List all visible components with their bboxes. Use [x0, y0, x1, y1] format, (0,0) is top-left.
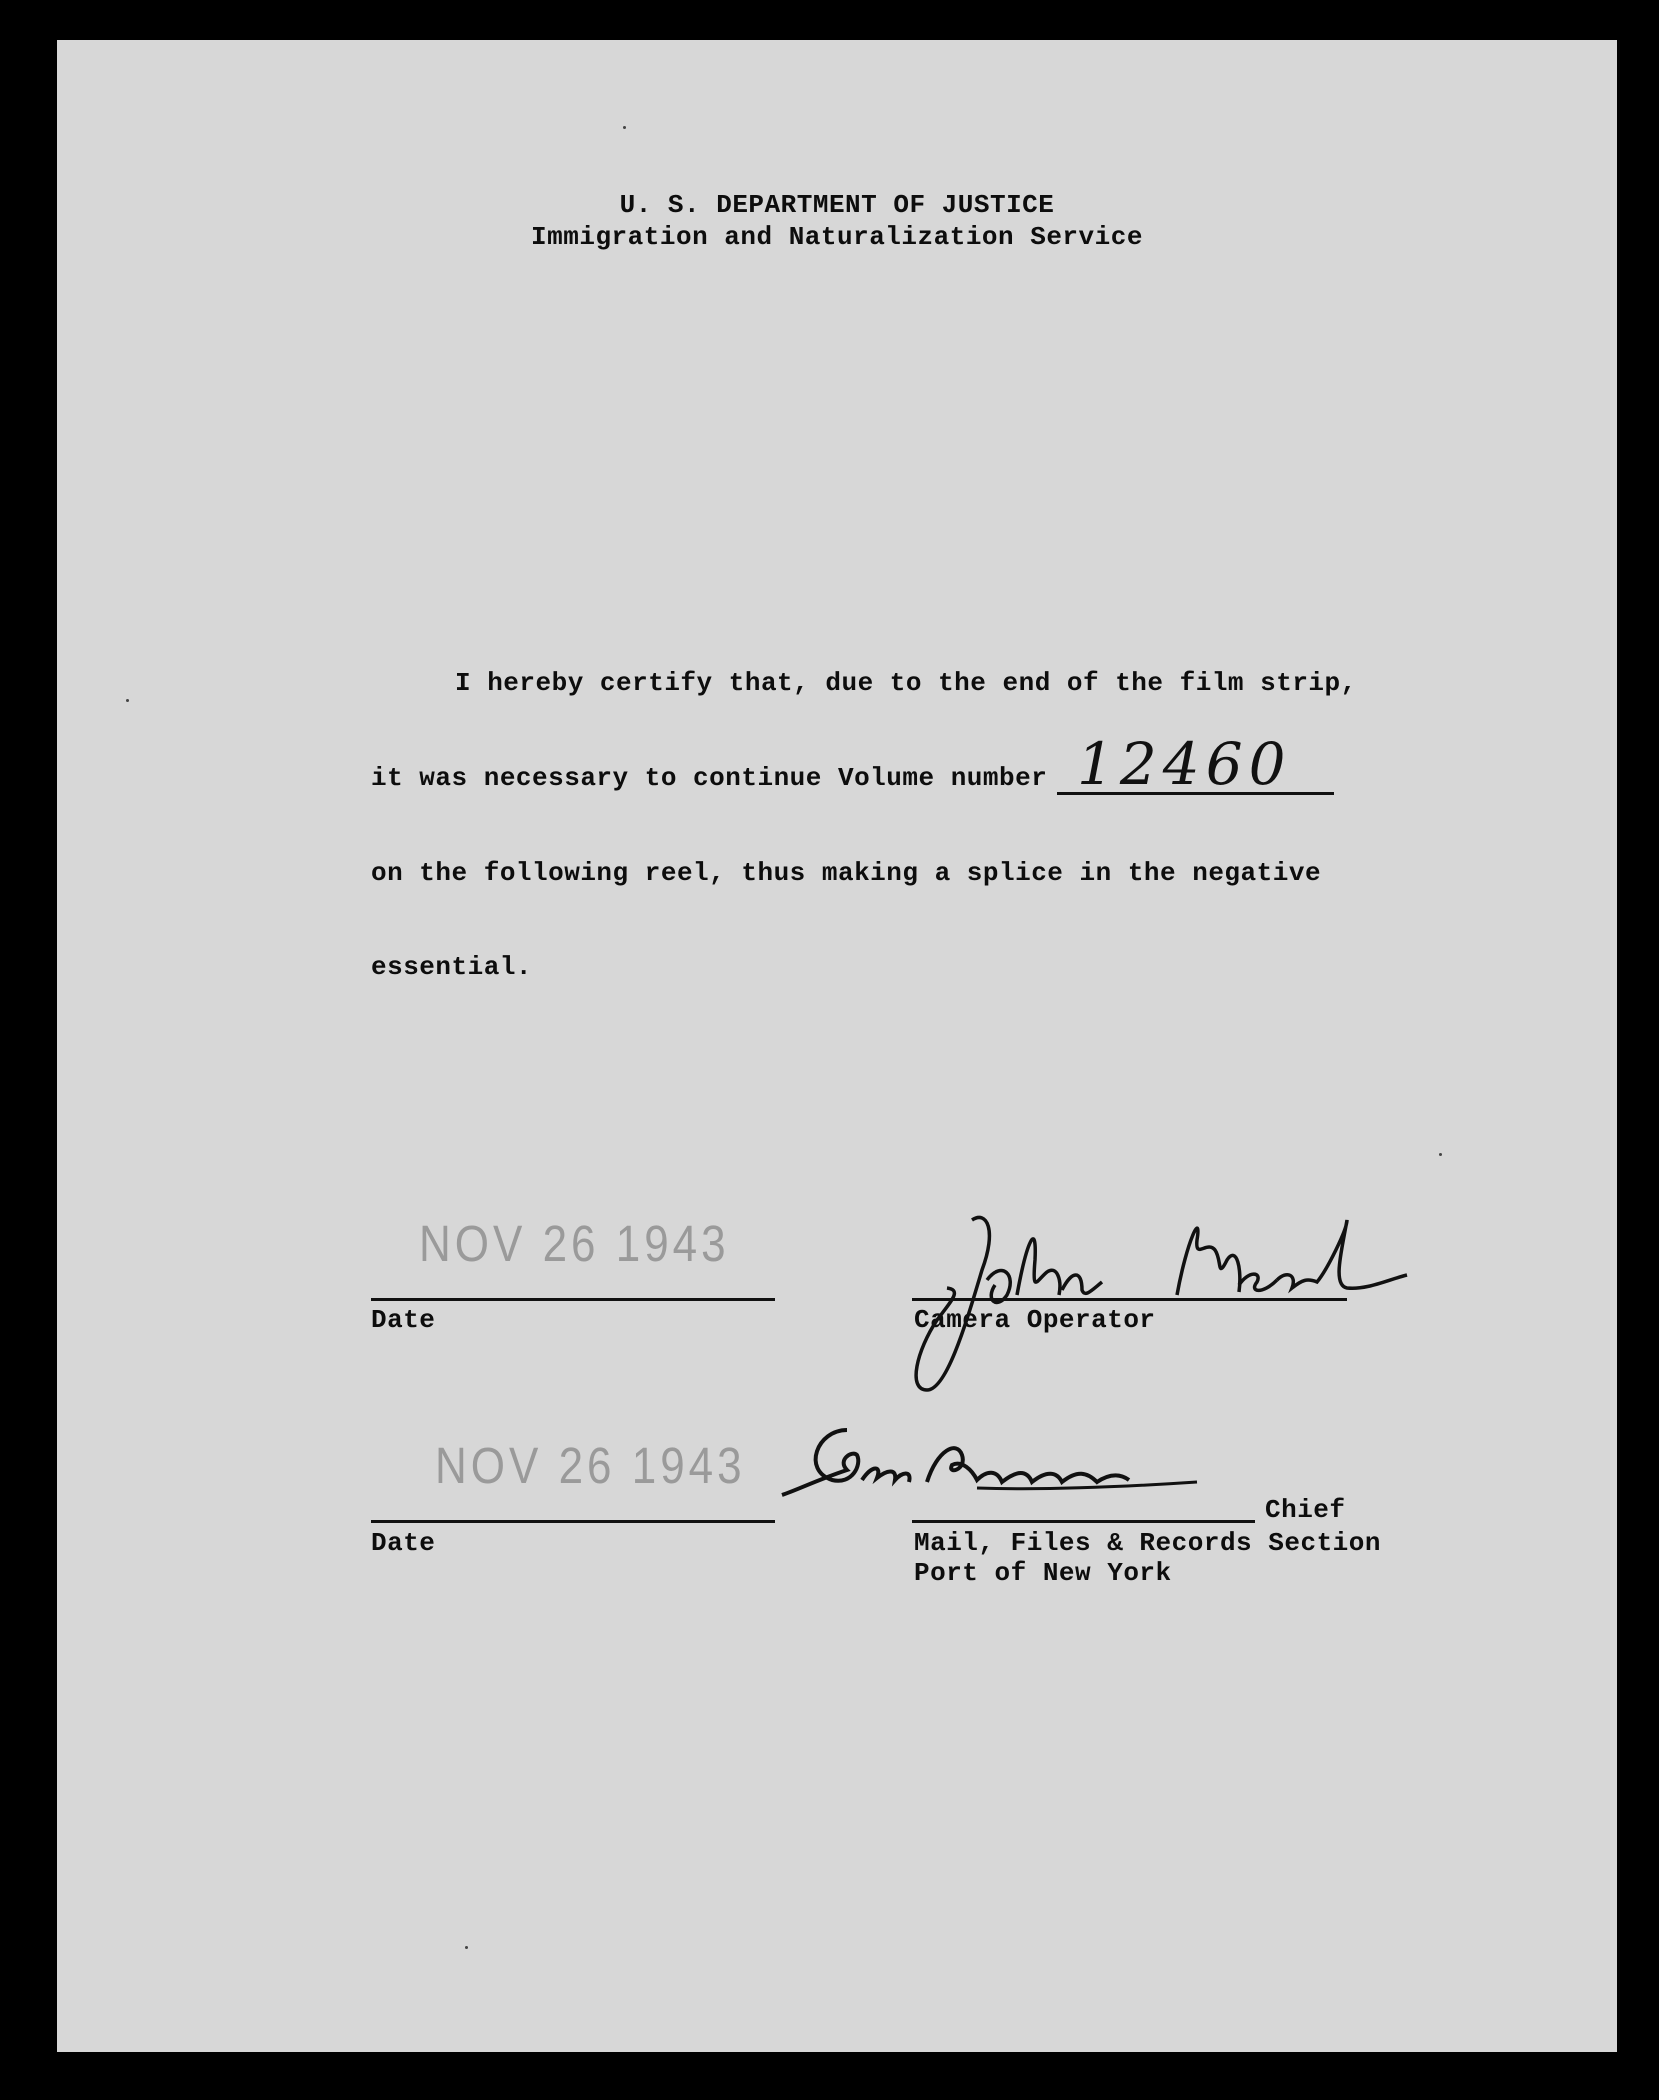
service-heading: Immigration and Naturalization Service [531, 222, 1143, 252]
date-line-2 [371, 1520, 775, 1523]
certification-line-3: on the following reel, thus making a splice in the negative [371, 858, 1322, 888]
volume-number-handwritten: 12460 [1077, 730, 1292, 798]
certification-line-4: essential. [371, 952, 533, 982]
scan-speck [465, 1946, 468, 1949]
date-stamp-1: NOV 26 1943 [419, 1216, 730, 1273]
chief-signature-line [912, 1520, 1255, 1523]
camera-operator-label: Camera Operator [914, 1305, 1156, 1335]
date-label-1: Date [371, 1305, 436, 1335]
department-heading: U. S. DEPARTMENT OF JUSTICE [619, 190, 1055, 220]
certification-line-1: I hereby certify that, due to the end of the film strip, [455, 668, 1357, 698]
chief-title: Chief [1265, 1495, 1346, 1525]
date-stamp-2: NOV 26 1943 [435, 1438, 746, 1495]
john-mead-signature [877, 1200, 1437, 1400]
section-name: Mail, Files & Records Section [914, 1528, 1381, 1558]
document-page [57, 40, 1617, 2052]
port-name: Port of New York [914, 1558, 1172, 1588]
chief-signature [777, 1410, 1297, 1520]
scan-speck [1439, 1153, 1442, 1156]
date-line-1 [371, 1298, 775, 1301]
scan-speck [126, 699, 129, 702]
date-label-2: Date [371, 1528, 436, 1558]
scan-speck [623, 126, 626, 129]
certification-line-2: it was necessary to continue Volume number [371, 763, 1048, 793]
